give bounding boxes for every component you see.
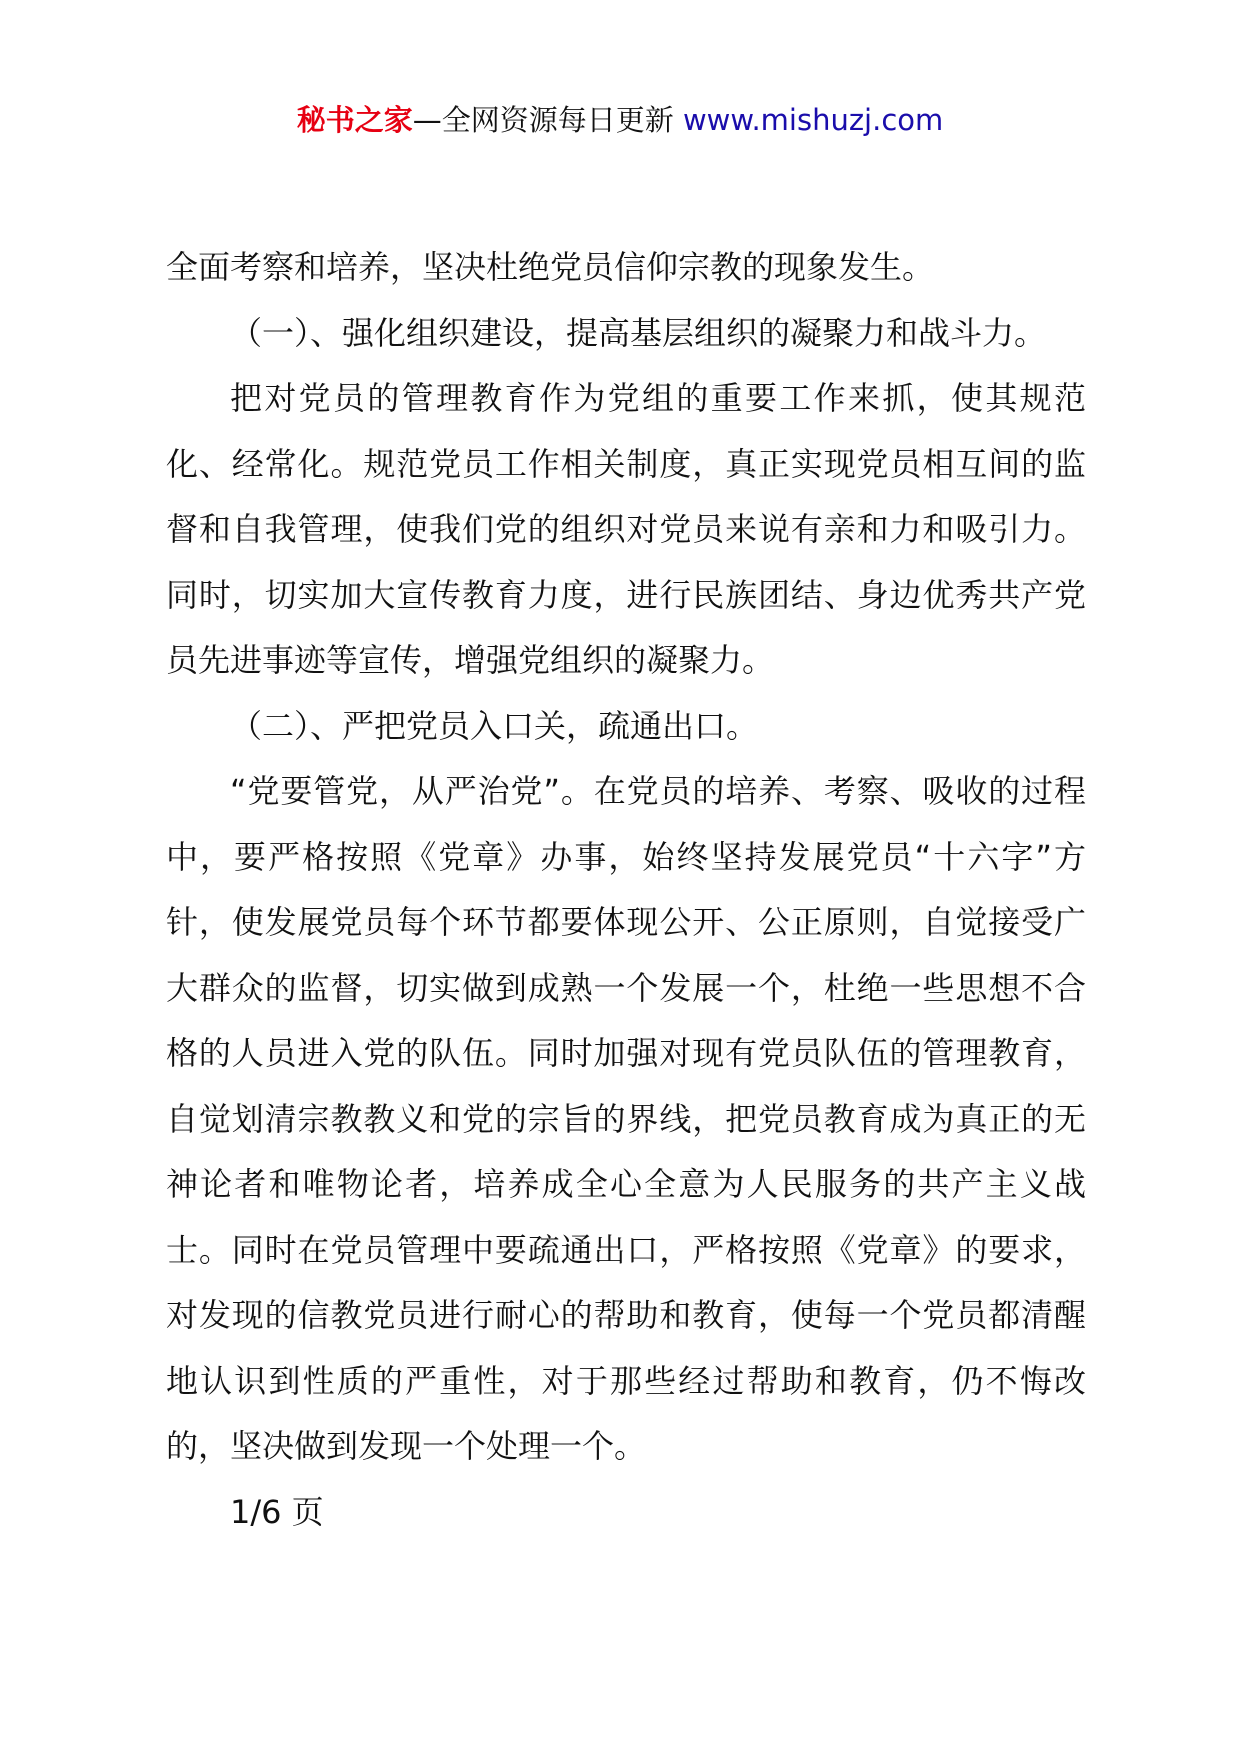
paragraph: 把对党员的管理教育作为党组的重要工作来抓，使其规范化、经常化。规范党员工作相关制度，真正实现党员相互间的监督和自我管理，使我们党的组织对党员来说有亲和力和吸引力。同时，切实加大宣传教育力度，进行民族团结、身边优秀共产党员先进事迹等宣传，增强党组织的凝聚力。 [166,379,1086,679]
site-header [0,100,1240,140]
site-url-link[interactable]: www.mishuzj.com [682,103,944,137]
section-heading-1: （一）、强化组织建设，提高基层组织的凝聚力和战斗力。 [230,313,1047,352]
paragraph: “党要管党，从严治党”。在党员的培养、考察、吸收的过程中，要严格按照《党章》办事，始终坚持发展党员“十六字”方针，使发展党员每个环节都要体现公开、公正原则，自觉接受广大群众的监督，切实做到成熟一个发展一个，杜绝一些思想不合格的人员进入党的队伍。同时加强对现有党员队伍的管理教育，自觉划清宗教教义和党的宗旨的界线，把党员教育成为真正的无神论者和唯物论者，培养成全心全意为人民服务的共产主义战士。同时在党员管理中要疏通出口，严格按照《党章》的要求，对发现的信教党员进行耐心的帮助和教育，使每一个党员都清醒地认识到性质的严重性，对于那些经过帮助和教育，仍不悔改的，坚决做到发现一个处理一个。 [166,772,1086,1465]
page-number: 1/6 页 [230,1492,324,1531]
site-tagline: —全网资源每日更新 [412,103,674,137]
document-body [166,235,1086,1545]
section-heading-2: （二）、严把党员入口关，疏通出口。 [230,706,759,745]
site-brand: 秘书之家 [296,103,413,137]
paragraph-continuation: 全面考察和培养，坚决杜绝党员信仰宗教的现象发生。 [166,248,935,286]
